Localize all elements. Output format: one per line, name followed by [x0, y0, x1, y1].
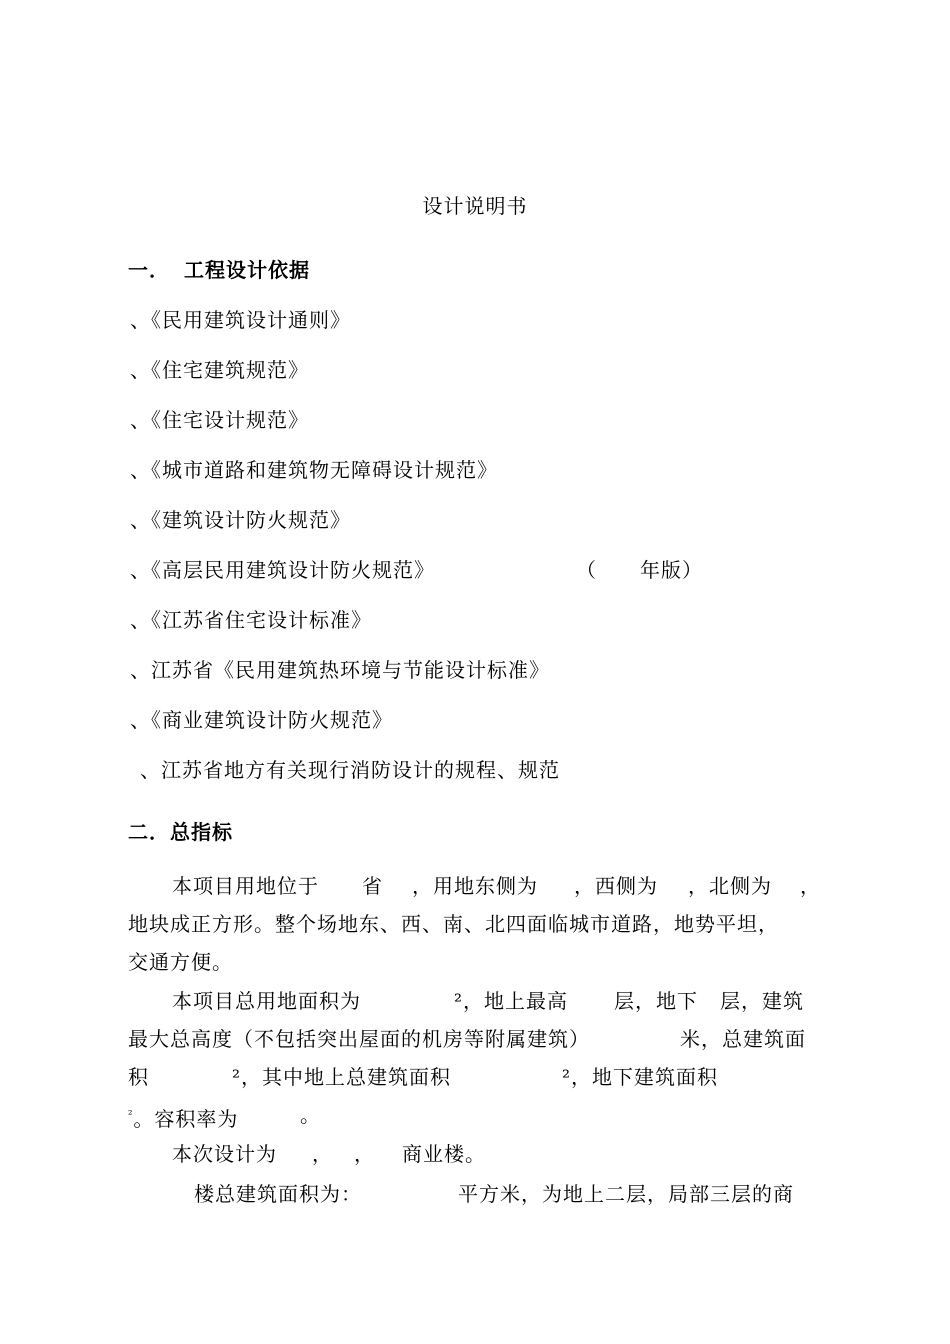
superscript-two: ²: [128, 1108, 134, 1121]
reference-item-text: 、《高层民用建筑设计防火规范》: [130, 558, 435, 582]
paragraph-design-scope: [128, 1135, 814, 1173]
text-run: ，西侧为: [574, 874, 658, 898]
reference-item: 、《江苏省住宅设计标准》: [130, 608, 372, 632]
text-run: 本次设计为: [172, 1142, 277, 1166]
text-run: 米，总建筑面: [680, 1027, 806, 1051]
reference-item: 、《建筑设计防火规范》: [130, 508, 351, 532]
text-run: ²，其中地上总建筑面积: [232, 1065, 452, 1089]
paragraph-area: [128, 982, 814, 1134]
text-run: 。容积率为: [133, 1107, 239, 1131]
edition-year: 年版）: [640, 558, 703, 582]
section-title: 工程设计依据: [184, 258, 310, 282]
text-run: 平方米，为地上二层，局部三层的商: [458, 1182, 794, 1206]
reference-item: [130, 554, 435, 583]
paragraph-line: [128, 943, 814, 981]
text-run: ²，地上最高: [454, 989, 569, 1013]
text-run: 本项目总用地面积为: [172, 989, 361, 1013]
text-run: ，: [800, 874, 821, 898]
text-run: ，用地东侧为: [412, 874, 538, 898]
paragraph-line: [128, 905, 814, 943]
text-run: [128, 1096, 238, 1138]
text-run: 层，建筑: [720, 989, 804, 1013]
section-number: 二．: [128, 820, 170, 844]
paragraph-line: [128, 1058, 814, 1096]
text-run: 层，地下: [614, 989, 698, 1013]
text-run: 省: [362, 874, 383, 898]
paragraph-line: [128, 1175, 814, 1213]
paragraph-line: [128, 1020, 814, 1058]
reference-item: 、《商业建筑设计防火规范》: [130, 708, 393, 732]
reference-item: 、江苏省《民用建筑热环境与节能设计标准》: [130, 658, 550, 682]
edition-open-paren: （: [576, 558, 597, 582]
section-number: 一．: [128, 258, 170, 282]
document-title: 设计说明书: [422, 194, 528, 218]
text-run: 最大总高度（不包括突出屋面的机房等附属建筑）: [128, 1027, 590, 1051]
reference-item: 、《城市道路和建筑物无障碍设计规范》: [130, 458, 498, 482]
text-run: ，: [354, 1142, 375, 1166]
section-title: 总指标: [170, 820, 233, 844]
text-run: 积: [128, 1065, 149, 1089]
text-run: ，: [312, 1142, 333, 1166]
paragraph-line: [128, 1135, 814, 1173]
reference-item: 、《住宅设计规范》: [130, 408, 309, 432]
text-run: 商业楼。: [402, 1142, 486, 1166]
reference-item: 、江苏省地方有关现行消防设计的规程、规范: [140, 758, 560, 782]
section-heading-2: [128, 816, 233, 845]
text-run: 地块成正方形。整个场地东、西、南、北四面临城市道路，地势平坦，: [128, 912, 779, 936]
reference-item: 、《住宅建筑规范》: [130, 358, 309, 382]
paragraph-line: [128, 1096, 814, 1134]
paragraph-line: [128, 982, 814, 1020]
text-run: 楼总建筑面积为：: [194, 1182, 362, 1206]
text-run: 本项目用地位于: [172, 874, 319, 898]
reference-item: 、《民用建筑设计通则》: [130, 308, 351, 332]
paragraph-building-area: [128, 1175, 814, 1213]
section-heading-1: [128, 254, 310, 283]
text-run: 。: [300, 1103, 321, 1127]
paragraph-line: [128, 867, 821, 905]
text-run: ²，地下建筑面积: [562, 1065, 719, 1089]
paragraph-site: [128, 867, 821, 981]
text-run: ，北侧为: [688, 874, 772, 898]
text-run: 交通方便。: [128, 950, 233, 974]
